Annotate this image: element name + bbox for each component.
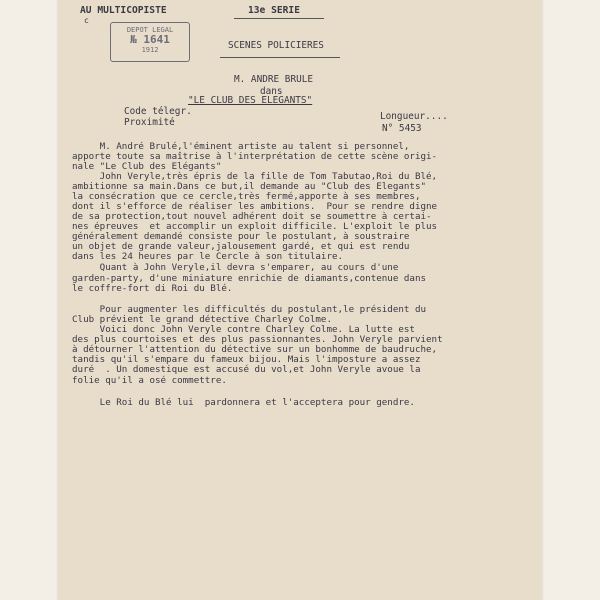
code-telegraph: Code télegr. <box>124 106 192 117</box>
body-line: Le Roi du Blé lui pardonnera et l'acceptera pour gendre. <box>72 397 415 408</box>
body-line: garden-party, d'une miniature enrichie de diamants,contenue dans <box>72 273 427 284</box>
body-line: ambitionne sa main.Dans ce but,il demande au "Club des Elegants" <box>72 181 427 192</box>
body-line: tandis qu'il s'empare du fameux bijou. Mais l'imposture a assez <box>72 354 421 365</box>
author-title: M. ANDRE BRULE <box>234 74 314 85</box>
body-line: généralement demandé consiste pour le postulant, à soustraire <box>72 231 410 242</box>
dans-word: dans <box>260 86 283 97</box>
body-line: M. André Brulé,l'éminent artiste au talent si personnel, <box>72 141 410 152</box>
document-page <box>58 0 542 600</box>
body-line: duré . Un domestique est accusé du vol,et John Veryle avoue la <box>72 364 421 375</box>
body-line: nes épreuves et accomplir un exploit difficile. L'exploit le plus <box>72 221 438 232</box>
publisher-heading: AU MULTICOPISTE <box>80 5 167 16</box>
body-line: John Veryle,très épris de la fille de Tom Tabutao,Roi du Blé, <box>72 171 438 182</box>
longueur-label: Longueur.... <box>380 111 448 122</box>
body-line: folie qu'il a osé commettre. <box>72 375 227 386</box>
body-line: Voici donc John Veryle contre Charley Colme. La lutte est <box>72 324 415 335</box>
numero-label: N° 5453 <box>382 123 422 134</box>
body-line: la consécration que ce cercle,très fermé,apporte à ses membres, <box>72 191 421 202</box>
series-heading: 13e SERIE <box>248 5 300 16</box>
body-line: dans les 24 heures par le Cercle à son titulaire. <box>72 251 344 262</box>
body-line: dont il s'efforce de réaliser les ambitions. Pour se rendre digne <box>72 201 438 212</box>
proximite-label: Proximité <box>124 117 175 128</box>
series-underline <box>234 18 324 19</box>
body-line: Quant à John Veryle,il devra s'emparer, au cours d'une <box>72 262 399 273</box>
publisher-mark: c <box>84 16 89 25</box>
body-line: de sa protection,tout nouvel adhérent doit se soumettre à certai- <box>72 211 432 222</box>
legal-deposit-stamp <box>110 22 190 62</box>
body-line: des plus courtoises et des plus passionnantes. John Veryle parvient <box>72 334 443 345</box>
body-line: Club prévient le grand détective Charley Colme. <box>72 314 332 325</box>
body-line: le coffre-fort di Roi du Blé. <box>72 283 233 294</box>
section-underline <box>220 57 340 58</box>
stamp-number: № 1641 <box>130 33 170 46</box>
stamp-year: 1912 <box>141 46 159 54</box>
club-title: "LE CLUB DES ELEGANTS" <box>188 95 313 106</box>
section-heading: SCENES POLICIERES <box>228 40 324 51</box>
body-line: Pour augmenter les difficultés du postulant,le président du <box>72 304 427 315</box>
body-line: apporte toute sa maîtrise à l'interprétation de cette scène origi- <box>72 151 438 162</box>
stamp-label: DEPOT LEGAL <box>126 26 174 34</box>
body-line: un objet de grande valeur,jalousement gardé, et qui est rendu <box>72 241 410 252</box>
body-line: à détourner l'attention du détective sur un bonhomme de baudruche, <box>72 344 438 355</box>
body-line: nale "Le Club des Elégants" <box>72 161 222 172</box>
